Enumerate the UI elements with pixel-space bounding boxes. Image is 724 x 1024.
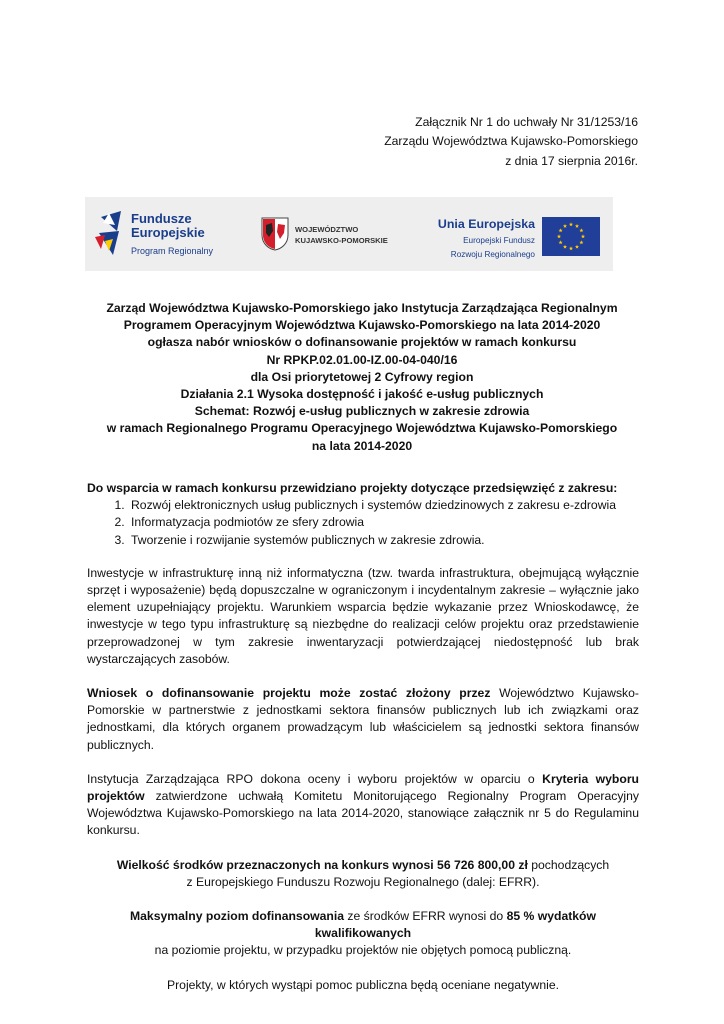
unia-line-3: Rozwoju Regionalnego (450, 250, 535, 259)
scope-item: 2. Informatyzacja podmiotów ze sfery zdrowia (128, 514, 639, 531)
applicant-text: Województwo Kujawsko-Pomorskie w partnerstwie z jednostkami sektora finansów publicznych lub ich związkami oraz jednostkami, dla których organem prowadzącym lub właścicielem są jednostki sektora finansów publicznych. (87, 686, 639, 752)
eu-flag-icon (542, 217, 600, 256)
fundusze-europejskie-logo (131, 212, 213, 258)
document-body (87, 480, 639, 994)
attachment-line-2: Zarządu Województwa Kujawsko-Pomorskiego (384, 134, 638, 149)
unia-line-2: Europejski Fundusz (463, 236, 535, 245)
fundusze-europejskie-star-icon (95, 209, 125, 259)
cofinancing-text-2: na poziomie projektu, w przypadku projektów nie objętych pomocą publiczną. (154, 943, 572, 958)
heading-line-2: Programem Operacyjnym Województwa Kujawsko-Pomorskiego na lata 2014-2020 (123, 318, 601, 333)
cofinancing-bold-1: Maksymalny poziom dofinansowania (130, 909, 345, 924)
heading-line-8: w ramach Regionalnego Programu Operacyjnego Województwa Kujawsko-Pomorskiego (106, 421, 618, 436)
state-aid-paragraph: Projekty, w których wystąpi pomoc publiczna będą oceniane negatywnie. (166, 977, 560, 992)
applicant-paragraph (87, 685, 639, 754)
criteria-pre: Instytucja Zarządzająca RPO dokona oceny i wyboru projektów w oparciu o (87, 771, 543, 786)
heading-line-4: Nr RPKP.02.01.00-IZ.00-04-040/16 (266, 352, 458, 367)
criteria-post: zatwierdzone uchwałą Komitetu Monitorującego Regionalny Program Operacyjny Województwa Kujawsko-Pomorskiego na lata 2014-2020, stanowiące załącznik nr 5 do Regulaminu konkursu. (87, 789, 639, 838)
attachment-note (278, 113, 638, 171)
heading-line-5: dla Osi priorytetowej 2 Cyfrowy region (250, 369, 474, 384)
heading-line-1: Zarząd Województwa Kujawsko-Pomorskiego jako Instytucja Zarządzająca Regionalnym (106, 301, 618, 315)
cofinancing-bold-2: 85 % wydatków kwalifikowanych (314, 909, 596, 941)
criteria-bold: Kryteria wyboru projektów (87, 771, 640, 804)
cofinancing-paragraph (87, 908, 639, 960)
heading-line-3: ogłasza nabór wniosków o dofinansowanie projektów w ramach konkursu (147, 335, 577, 350)
wojewodztwo-line-2: KUJAWSKO-POMORSKIE (295, 236, 388, 245)
heading-line-6: Działania 2.1 Wysoka dostępność i jakość e-usług publicznych (180, 387, 544, 402)
scope-item: 3. Tworzenie i rozwijanie systemów publicznych w zakresie zdrowia. (128, 532, 639, 549)
heading-line-7: Schemat: Rozwój e-usług publicznych w zakresie zdrowia (194, 404, 530, 419)
scope-list (87, 497, 639, 549)
scope-item: 1. Rozwój elektronicznych usług publicznych i systemów dziedzinowych z zakresu e-zdrowia (128, 497, 639, 514)
logo-bar (85, 197, 613, 271)
cofinancing-text-1: ze środków EFRR wynosi do (344, 909, 507, 924)
wojewodztwo-line-1: WOJEWÓDZTWO (295, 225, 359, 234)
infrastructure-paragraph: Inwestycje w infrastrukturę inną niż informatyczna (tzw. twarda infrastruktura, obejmującą wyłącznie sprzęt i wyposażenie) będą dopuszczalne w ograniczonym i incydentalnym zakresie – wyłącznie jako element uzupełniający projektu. Warunkiem wsparcia będzie wykazanie przez Wnioskodawcę, że inwestycje w tego typu infrastrukturę są niezbędne do realizacji celów projektu oraz przedstawienie przeprowadzonej w tym zakresie inwentaryzacji potwierdzającej niedostępność lub brak wystarczających zasobów. (87, 565, 639, 666)
funds-text-2: z Europejskiego Funduszu Rozwoju Regionalnego (dalej: EFRR). (186, 874, 540, 889)
funds-paragraph (87, 857, 639, 891)
scope-intro: Do wsparcia w ramach konkursu przewidziano projekty dotyczące przedsięwzięć z zakresu: (87, 481, 618, 495)
unia-europejska-logo (430, 217, 535, 260)
funds-bold: Wielkość środków przeznaczonych na konkurs wynosi 56 726 800,00 zł (116, 857, 528, 872)
attachment-line-1: Załącznik Nr 1 do uchwały Nr 31/1253/16 (415, 115, 638, 129)
funds-text-1: pochodzących (527, 857, 610, 872)
fundusze-line-3: Program Regionalny (131, 246, 214, 256)
wojewodztwo-crest-icon (261, 217, 289, 251)
fundusze-line-1: Fundusze (131, 211, 192, 226)
criteria-paragraph (87, 771, 639, 840)
wojewodztwo-logo (295, 224, 388, 246)
heading-line-9: na lata 2014-2020 (311, 438, 413, 453)
fundusze-line-2: Europejskie (131, 225, 205, 240)
unia-title: Unia Europejska (437, 217, 535, 231)
announcement-heading (70, 300, 654, 455)
applicant-bold: Wniosek o dofinansowanie projektu może zostać złożony przez (87, 686, 491, 701)
attachment-line-3: z dnia 17 sierpnia 2016r. (505, 153, 638, 168)
